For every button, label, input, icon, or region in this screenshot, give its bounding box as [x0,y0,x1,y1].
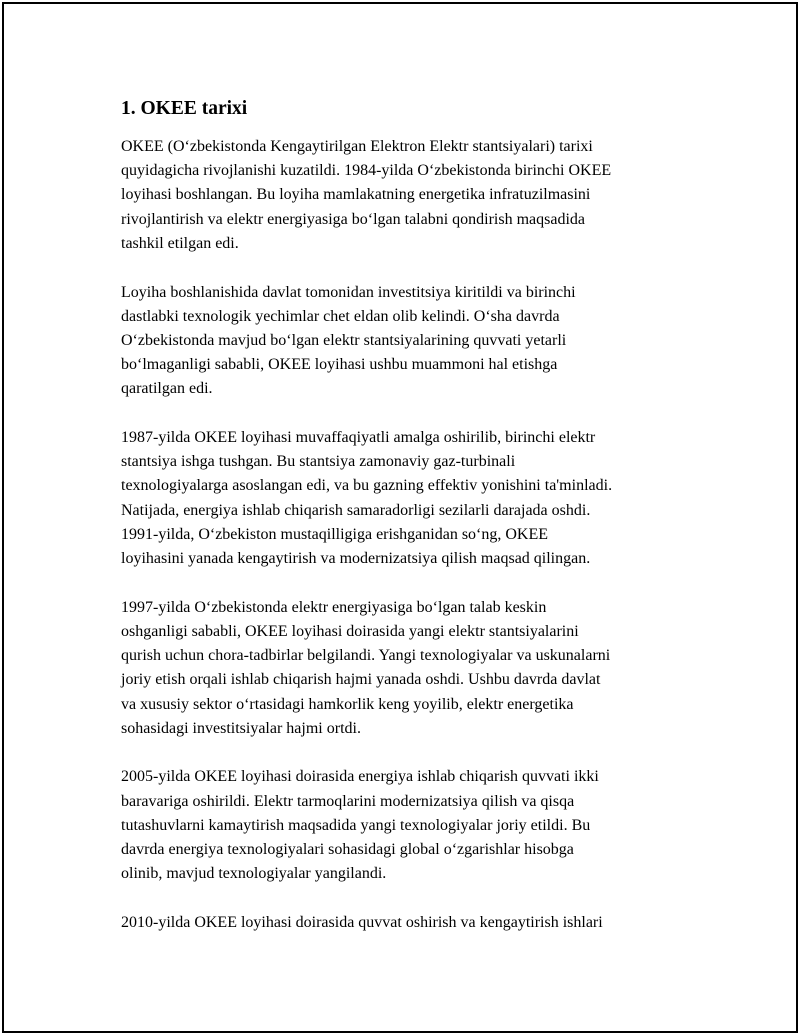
text-line: oshganligi sababli, OKEE loyihasi doirasida yangi elektr stantsiyalarini [121,622,579,640]
text-line: Loyiha boshlanishida davlat tomonidan investitsiya kiritildi va birinchi [121,283,576,301]
text-line: baravariga oshirildi. Elektr tarmoqlarini modernizatsiya qilish va qisqa [121,792,575,810]
text-line: loyihasini yanada kengaytirish va modernizatsiya qilish maqsad qilingan. [121,550,591,568]
text-line: 2005-yilda OKEE loyihasi doirasida energiya ishlab chiqarish quvvati ikki [121,768,599,786]
document-body [121,96,697,960]
text-line: O‘zbekistonda mavjud bo‘lgan elektr stantsiyalarining quvvati yetarli [121,331,567,349]
text-line: quyidagicha rivojlanishi kuzatildi. 1984-yilda O‘zbekistonda birinchi OKEE [121,162,612,180]
paragraph [121,281,697,402]
text-line: qurish uchun chora-tadbirlar belgilandi. Yangi texnologiyalar va uskunalarni [121,647,611,665]
text-line: 1991-yilda, O‘zbekiston mustaqilligiga erishganidan so‘ng, OKEE [121,525,549,543]
paragraph [121,596,697,741]
text-line: 1987-yilda OKEE loyihasi muvaffaqiyatli amalga oshirilib, birinchi elektr [121,429,596,447]
paragraph [121,135,697,256]
text-line: qaratilgan edi. [121,380,213,398]
paragraph [121,426,697,571]
text-line: dastlabki texnologik yechimlar chet eldan olib kelindi. O‘sha davrda [121,307,560,325]
text-line: olinib, mavjud texnologiyalar yangilandi. [121,865,387,883]
text-line: 1997-yilda O‘zbekistonda elektr energiyasiga bo‘lgan talab keskin [121,598,547,616]
text-line: 2010-yilda OKEE loyihasi doirasida quvvat oshirish va kengaytirish ishlari [121,913,603,931]
text-line: Natijada, energiya ishlab chiqarish samaradorligi sezilarli darajada oshdi. [121,501,591,519]
text-line: stantsiya ishga tushgan. Bu stantsiya zamonaviy gaz-turbinali [121,453,516,471]
text-line: OKEE (O‘zbekistonda Kengaytirilgan Elektron Elektr stantsiyalari) tarixi [121,138,593,155]
text-line: davrda energiya texnologiyalari sohasidagi global o‘zgarishlar hisobga [121,841,574,859]
text-line: va xususiy sektor o‘rtasidagi hamkorlik keng yoyilib, elektr energetika [121,695,574,713]
text-line: bo‘lmaganligi sababli, OKEE loyihasi ushbu muammoni hal etishga [121,356,558,374]
text-line: sohasidagi investitsiyalar hajmi ortdi. [121,719,361,737]
text-line: rivojlantirish va elektr energiyasiga bo‘lgan talabni qondirish maqsadida [121,210,586,228]
text-line: tutashuvlarni kamaytirish maqsadida yangi texnologiyalar joriy etildi. Bu [121,816,591,834]
text-line: tashkil etilgan edi. [121,234,239,252]
paragraph [121,765,697,886]
page-frame [2,2,798,1033]
text-line: loyihasi boshlangan. Bu loyiha mamlakatning energetika infratuzilmasini [121,186,591,204]
paragraph [121,911,697,935]
text-line: texnologiyalarga asoslangan edi, va bu gazning effektiv yonishini ta'minladi. [121,477,613,495]
section-heading: 1. OKEE tarixi [121,98,248,119]
text-line: joriy etish orqali ishlab chiqarish hajmi yanada oshdi. Ushbu davrda davlat [121,671,601,689]
paragraph-list [121,135,697,935]
